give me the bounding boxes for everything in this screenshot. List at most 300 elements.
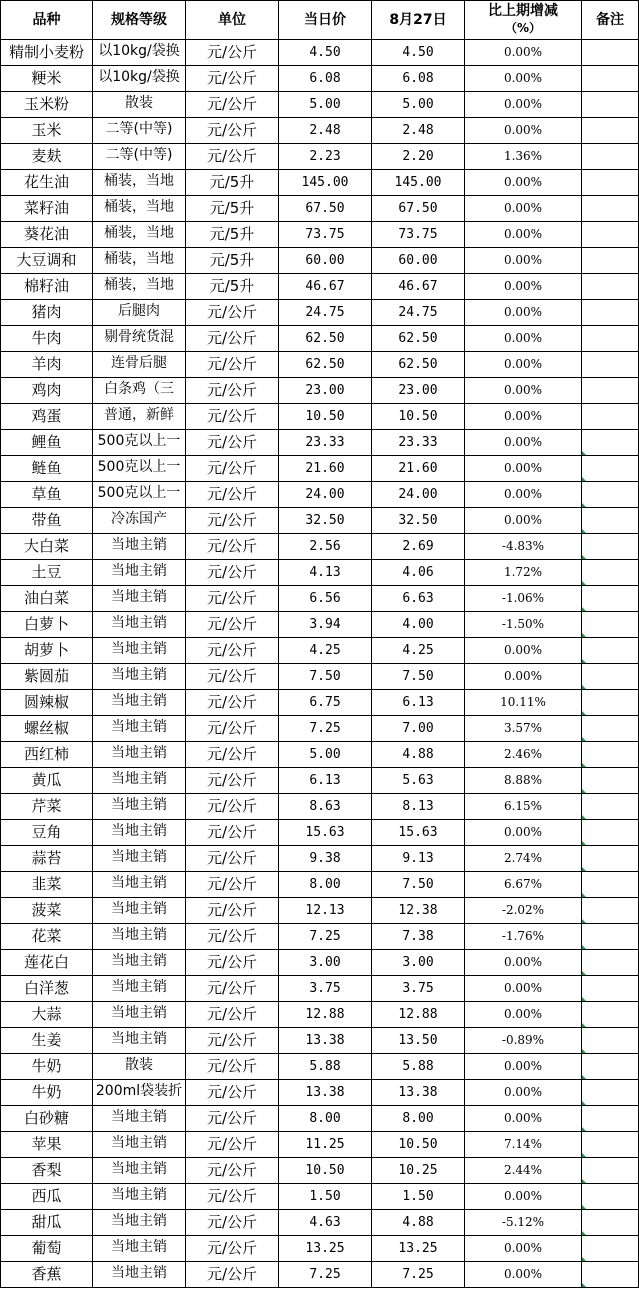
item-name-cell: 大蒜 [1,1002,93,1028]
item-name-cell: 牛奶 [1,1080,93,1106]
previous-price-cell: 4.25 [372,638,465,664]
note-cell [582,872,639,898]
item-name-cell: 草鱼 [1,482,93,508]
spec-cell: 剔骨统货混 [93,326,186,352]
spec-cell: 当地主销 [93,664,186,690]
note-cell [582,612,639,638]
table-row [1,144,639,170]
previous-price-cell: 4.50 [372,40,465,66]
note-cell [582,222,639,248]
previous-price-cell: 10.50 [372,404,465,430]
table-row [1,92,639,118]
spec-cell: 桶装，当地 [93,274,186,300]
previous-price-cell: 4.06 [372,560,465,586]
unit-cell: 元/公斤 [186,1002,279,1028]
header-today-price: 当日价 [279,1,372,40]
comment-marker-icon [582,555,586,559]
unit-cell: 元/公斤 [186,1210,279,1236]
today-price-cell: 8.00 [279,872,372,898]
previous-price-cell: 7.25 [372,1262,465,1288]
spec-cell: 普通，新鲜 [93,404,186,430]
note-cell [582,248,639,274]
change-percent-cell: -4.83% [465,534,582,560]
previous-price-cell: 62.50 [372,352,465,378]
today-price-cell: 23.00 [279,378,372,404]
change-percent-cell: 0.00% [465,1236,582,1262]
spec-cell: 200ml袋装折 [93,1080,186,1106]
spec-cell: 当地主销 [93,1132,186,1158]
note-cell [582,66,639,92]
today-price-cell: 10.50 [279,1158,372,1184]
note-cell [582,534,639,560]
table-row [1,404,639,430]
unit-cell: 元/公斤 [186,872,279,898]
table-row [1,274,639,300]
today-price-cell: 6.56 [279,586,372,612]
change-percent-cell: 0.00% [465,664,582,690]
previous-price-cell: 3.00 [372,950,465,976]
change-percent-cell: 8.88% [465,768,582,794]
change-percent-cell: 0.00% [465,1054,582,1080]
spec-cell: 当地主销 [93,794,186,820]
item-name-cell: 西红柿 [1,742,93,768]
unit-cell: 元/公斤 [186,534,279,560]
table-row [1,456,639,482]
spec-cell: 500克以上一 [93,430,186,456]
today-price-cell: 1.50 [279,1184,372,1210]
table-row [1,352,639,378]
spec-cell: 当地主销 [93,924,186,950]
item-name-cell: 带鱼 [1,508,93,534]
today-price-cell: 13.38 [279,1080,372,1106]
today-price-cell: 62.50 [279,326,372,352]
change-percent-cell: 0.00% [465,248,582,274]
previous-price-cell: 62.50 [372,326,465,352]
item-name-cell: 棉籽油 [1,274,93,300]
today-price-cell: 7.25 [279,1262,372,1288]
today-price-cell: 5.00 [279,742,372,768]
previous-price-cell: 8.13 [372,794,465,820]
header-change-label: 比上期增减 [488,3,558,19]
change-percent-cell: 0.00% [465,1002,582,1028]
note-cell [582,300,639,326]
today-price-cell: 11.25 [279,1132,372,1158]
change-percent-cell: -1.06% [465,586,582,612]
item-name-cell: 粳米 [1,66,93,92]
change-percent-cell: 2.74% [465,846,582,872]
change-percent-cell: 0.00% [465,40,582,66]
table-row [1,976,639,1002]
today-price-cell: 3.94 [279,612,372,638]
comment-marker-icon [582,737,586,741]
previous-price-cell: 6.13 [372,690,465,716]
comment-marker-icon [582,945,586,949]
previous-price-cell: 13.38 [372,1080,465,1106]
comment-marker-icon [582,789,586,793]
table-row [1,508,639,534]
previous-price-cell: 9.13 [372,846,465,872]
note-cell [582,690,639,716]
comment-marker-icon [582,919,586,923]
unit-cell: 元/5升 [186,196,279,222]
item-name-cell: 土豆 [1,560,93,586]
table-row [1,794,639,820]
unit-cell: 元/5升 [186,248,279,274]
table-row [1,300,639,326]
table-row [1,378,639,404]
spec-cell: 二等(中等) [93,144,186,170]
previous-price-cell: 5.63 [372,768,465,794]
previous-price-cell: 21.60 [372,456,465,482]
table-row [1,950,639,976]
table-row [1,560,639,586]
change-percent-cell: 0.00% [465,352,582,378]
unit-cell: 元/公斤 [186,976,279,1002]
today-price-cell: 62.50 [279,352,372,378]
table-row [1,1132,639,1158]
unit-cell: 元/公斤 [186,430,279,456]
change-percent-cell: 0.00% [465,196,582,222]
note-cell [582,352,639,378]
comment-marker-icon [582,867,586,871]
previous-price-cell: 73.75 [372,222,465,248]
comment-marker-icon [582,659,586,663]
previous-price-cell: 8.00 [372,1106,465,1132]
note-cell [582,1028,639,1054]
today-price-cell: 67.50 [279,196,372,222]
item-name-cell: 花生油 [1,170,93,196]
change-percent-cell: 0.00% [465,170,582,196]
today-price-cell: 21.60 [279,456,372,482]
today-price-cell: 4.63 [279,1210,372,1236]
table-row [1,170,639,196]
change-percent-cell: 0.00% [465,118,582,144]
previous-price-cell: 46.67 [372,274,465,300]
unit-cell: 元/公斤 [186,66,279,92]
spec-cell: 桶装，当地 [93,170,186,196]
previous-price-cell: 1.50 [372,1184,465,1210]
header-row [1,1,639,40]
item-name-cell: 紫圆茄 [1,664,93,690]
previous-price-cell: 15.63 [372,820,465,846]
item-name-cell: 鲤鱼 [1,430,93,456]
spec-cell: 以10kg/袋换 [93,66,186,92]
item-name-cell: 苹果 [1,1132,93,1158]
previous-price-cell: 4.00 [372,612,465,638]
spec-cell: 当地主销 [93,1158,186,1184]
previous-price-cell: 13.25 [372,1236,465,1262]
item-name-cell: 鲢鱼 [1,456,93,482]
comment-marker-icon [582,451,586,455]
table-row [1,326,639,352]
unit-cell: 元/公斤 [186,846,279,872]
spec-cell: 桶装，当地 [93,222,186,248]
item-name-cell: 生姜 [1,1028,93,1054]
change-percent-cell: 0.00% [465,1184,582,1210]
unit-cell: 元/公斤 [186,560,279,586]
header-change-unit: （%） [504,21,542,35]
spec-cell: 当地主销 [93,1262,186,1288]
note-cell [582,1158,639,1184]
unit-cell: 元/公斤 [186,118,279,144]
spec-cell: 二等(中等) [93,118,186,144]
comment-marker-icon [582,1101,586,1105]
note-cell [582,976,639,1002]
comment-marker-icon [582,503,586,507]
unit-cell: 元/公斤 [186,144,279,170]
previous-price-cell: 10.25 [372,1158,465,1184]
item-name-cell: 玉米粉 [1,92,93,118]
spec-cell: 当地主销 [93,846,186,872]
previous-price-cell: 6.63 [372,586,465,612]
note-cell [582,508,639,534]
item-name-cell: 香蕉 [1,1262,93,1288]
change-percent-cell: 0.00% [465,508,582,534]
item-name-cell: 蒜苔 [1,846,93,872]
comment-marker-icon [582,1127,586,1131]
unit-cell: 元/公斤 [186,1262,279,1288]
change-percent-cell: 0.00% [465,1080,582,1106]
change-percent-cell: 0.00% [465,326,582,352]
today-price-cell: 13.38 [279,1028,372,1054]
spec-cell: 当地主销 [93,612,186,638]
item-name-cell: 菜籽油 [1,196,93,222]
comment-marker-icon [582,893,586,897]
note-cell [582,820,639,846]
table-row [1,898,639,924]
unit-cell: 元/公斤 [186,742,279,768]
today-price-cell: 60.00 [279,248,372,274]
spec-cell: 当地主销 [93,898,186,924]
item-name-cell: 大豆调和 [1,248,93,274]
previous-price-cell: 2.69 [372,534,465,560]
unit-cell: 元/公斤 [186,404,279,430]
previous-price-cell: 12.88 [372,1002,465,1028]
note-cell [582,1080,639,1106]
previous-price-cell: 7.38 [372,924,465,950]
spec-cell: 当地主销 [93,1002,186,1028]
table-row [1,248,639,274]
header-previous-price: 8月27日 [372,1,465,40]
comment-marker-icon [582,1049,586,1053]
spec-cell: 当地主销 [93,768,186,794]
change-percent-cell: -0.89% [465,1028,582,1054]
comment-marker-icon [582,1205,586,1209]
change-percent-cell: 0.00% [465,430,582,456]
table-row [1,40,639,66]
today-price-cell: 145.00 [279,170,372,196]
today-price-cell: 8.00 [279,1106,372,1132]
change-percent-cell: 0.00% [465,404,582,430]
table-row [1,872,639,898]
item-name-cell: 黄瓜 [1,768,93,794]
note-cell [582,404,639,430]
previous-price-cell: 32.50 [372,508,465,534]
change-percent-cell: 1.36% [465,144,582,170]
note-cell [582,716,639,742]
previous-price-cell: 6.08 [372,66,465,92]
unit-cell: 元/5升 [186,170,279,196]
comment-marker-icon [582,1023,586,1027]
change-percent-cell: 0.00% [465,378,582,404]
previous-price-cell: 60.00 [372,248,465,274]
today-price-cell: 7.50 [279,664,372,690]
today-price-cell: 5.00 [279,92,372,118]
item-name-cell: 莲花白 [1,950,93,976]
item-name-cell: 白洋葱 [1,976,93,1002]
unit-cell: 元/公斤 [186,820,279,846]
unit-cell: 元/公斤 [186,378,279,404]
comment-marker-icon [582,1257,586,1261]
spec-cell: 当地主销 [93,1210,186,1236]
comment-marker-icon [582,477,586,481]
table-row [1,690,639,716]
spec-cell: 当地主销 [93,1236,186,1262]
table-row [1,716,639,742]
unit-cell: 元/公斤 [186,794,279,820]
today-price-cell: 12.88 [279,1002,372,1028]
today-price-cell: 32.50 [279,508,372,534]
spec-cell: 当地主销 [93,638,186,664]
previous-price-cell: 24.75 [372,300,465,326]
comment-marker-icon [582,815,586,819]
comment-marker-icon [582,1231,586,1235]
note-cell [582,1054,639,1080]
unit-cell: 元/公斤 [186,508,279,534]
note-cell [582,1184,639,1210]
item-name-cell: 螺丝椒 [1,716,93,742]
item-name-cell: 西瓜 [1,1184,93,1210]
today-price-cell: 3.75 [279,976,372,1002]
table-row [1,196,639,222]
unit-cell: 元/公斤 [186,1106,279,1132]
previous-price-cell: 10.50 [372,1132,465,1158]
unit-cell: 元/公斤 [186,664,279,690]
unit-cell: 元/公斤 [186,898,279,924]
comment-marker-icon [582,1153,586,1157]
note-cell [582,274,639,300]
table-row [1,222,639,248]
note-cell [582,326,639,352]
item-name-cell: 葵花油 [1,222,93,248]
note-cell [582,950,639,976]
unit-cell: 元/5升 [186,274,279,300]
change-percent-cell: 0.00% [465,976,582,1002]
item-name-cell: 麦麸 [1,144,93,170]
previous-price-cell: 67.50 [372,196,465,222]
table-row [1,1080,639,1106]
note-cell [582,1262,639,1288]
change-percent-cell: 6.67% [465,872,582,898]
today-price-cell: 13.25 [279,1236,372,1262]
note-cell [582,638,639,664]
change-percent-cell: 2.46% [465,742,582,768]
change-percent-cell: 0.00% [465,66,582,92]
comment-marker-icon [582,685,586,689]
header-name: 品种 [1,1,93,40]
note-cell [582,482,639,508]
note-cell [582,560,639,586]
previous-price-cell: 24.00 [372,482,465,508]
header-spec: 规格等级 [93,1,186,40]
spec-cell: 当地主销 [93,716,186,742]
table-row [1,1210,639,1236]
note-cell [582,768,639,794]
item-name-cell: 葡萄 [1,1236,93,1262]
comment-marker-icon [582,529,586,533]
spec-cell: 桶装，当地 [93,248,186,274]
today-price-cell: 4.13 [279,560,372,586]
unit-cell: 元/公斤 [186,716,279,742]
note-cell [582,742,639,768]
item-name-cell: 豆角 [1,820,93,846]
change-percent-cell: 0.00% [465,1106,582,1132]
note-cell [582,794,639,820]
today-price-cell: 4.50 [279,40,372,66]
note-cell [582,1132,639,1158]
spec-cell: 500克以上一 [93,456,186,482]
unit-cell: 元/公斤 [186,1028,279,1054]
table-row [1,1158,639,1184]
change-percent-cell: 0.00% [465,92,582,118]
spec-cell: 当地主销 [93,1028,186,1054]
today-price-cell: 24.75 [279,300,372,326]
spec-cell: 桶装，当地 [93,196,186,222]
note-cell [582,846,639,872]
note-cell [582,196,639,222]
item-name-cell: 大白菜 [1,534,93,560]
change-percent-cell: 0.00% [465,638,582,664]
table-row [1,1028,639,1054]
change-percent-cell: 0.00% [465,456,582,482]
item-name-cell: 鸡肉 [1,378,93,404]
spec-cell: 白条鸡（三 [93,378,186,404]
unit-cell: 元/公斤 [186,1236,279,1262]
today-price-cell: 73.75 [279,222,372,248]
comment-marker-icon [582,971,586,975]
table-row [1,612,639,638]
change-percent-cell: 2.44% [465,1158,582,1184]
item-name-cell: 甜瓜 [1,1210,93,1236]
spec-cell: 当地主销 [93,534,186,560]
previous-price-cell: 5.88 [372,1054,465,1080]
change-percent-cell: 0.00% [465,274,582,300]
item-name-cell: 芹菜 [1,794,93,820]
item-name-cell: 花菜 [1,924,93,950]
spec-cell: 当地主销 [93,820,186,846]
table-row [1,66,639,92]
today-price-cell: 3.00 [279,950,372,976]
today-price-cell: 8.63 [279,794,372,820]
item-name-cell: 圆辣椒 [1,690,93,716]
item-name-cell: 香梨 [1,1158,93,1184]
spec-cell: 当地主销 [93,742,186,768]
change-percent-cell: 0.00% [465,950,582,976]
comment-marker-icon [582,633,586,637]
item-name-cell: 猪肉 [1,300,93,326]
previous-price-cell: 7.00 [372,716,465,742]
today-price-cell: 15.63 [279,820,372,846]
table-row [1,1002,639,1028]
change-percent-cell: 7.14% [465,1132,582,1158]
today-price-cell: 7.25 [279,924,372,950]
unit-cell: 元/公斤 [186,950,279,976]
unit-cell: 元/公斤 [186,690,279,716]
change-percent-cell: -1.76% [465,924,582,950]
previous-price-cell: 5.00 [372,92,465,118]
table-row [1,1236,639,1262]
unit-cell: 元/公斤 [186,92,279,118]
